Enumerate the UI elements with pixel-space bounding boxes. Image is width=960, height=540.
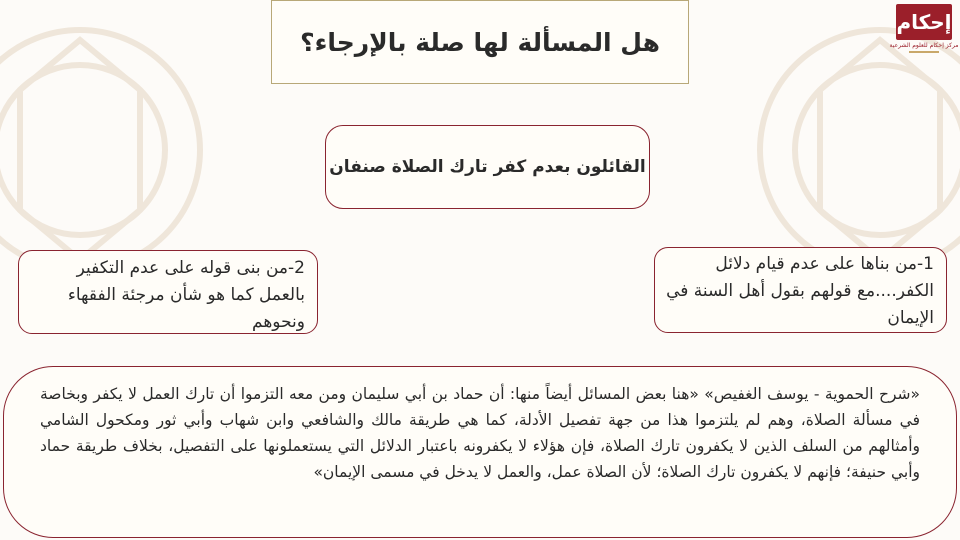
point-two-box xyxy=(18,250,318,334)
point-one-box xyxy=(654,247,947,333)
logo-tagline: مركز إحكام للعلوم الشرعية xyxy=(889,42,959,49)
brand-logo xyxy=(889,4,959,62)
slide-title-box xyxy=(271,0,689,84)
subtitle-text: القائلون بعدم كفر تارك الصلاة صنفان xyxy=(329,157,646,177)
quote-box xyxy=(3,366,957,538)
logo-ornament xyxy=(909,51,939,53)
quote-text: «شرح الحموية - يوسف الغفيص» «هنا بعض المسائل أيضاً منها: أن حماد بن أبي سليمان ومن معه التزموا أن تارك العمل لا يكفر وبخاصة في مسألة الصلاة، وهم لم يلتزموا هذا من جهة تفصيل الأدلة، كما هي طريقة مالك والشافعي وابن شهاب وأبي ثور ومكحول الشامي وأمثالهم من السلف الذين لا يكفرون تارك الصلاة، فإن هؤلاء لا يكفرونه باعتبار الدلائل التي يستعملونها على التفصيل، بخلاف طريقة حماد وأبي حنيفة؛ فإنهم لا يكفرون تارك الصلاة؛ لأن الصلاة عمل، والعمل لا يدخل في مسمى الإيمان» xyxy=(40,385,920,481)
slide-title: هل المسألة لها صلة بالإرجاء؟ xyxy=(300,27,660,57)
logo-word: إحكام xyxy=(896,4,952,40)
point-two-text: 2-من بنى قوله على عدم التكفير بالعمل كما هو شأن مرجئة الفقهاء ونحوهم xyxy=(67,258,305,332)
subtitle-box xyxy=(325,125,650,209)
point-one-text: 1-من بناها على عدم قيام دلائل الكفر....مع قولهم بقول أهل السنة في الإيمان xyxy=(666,254,934,328)
